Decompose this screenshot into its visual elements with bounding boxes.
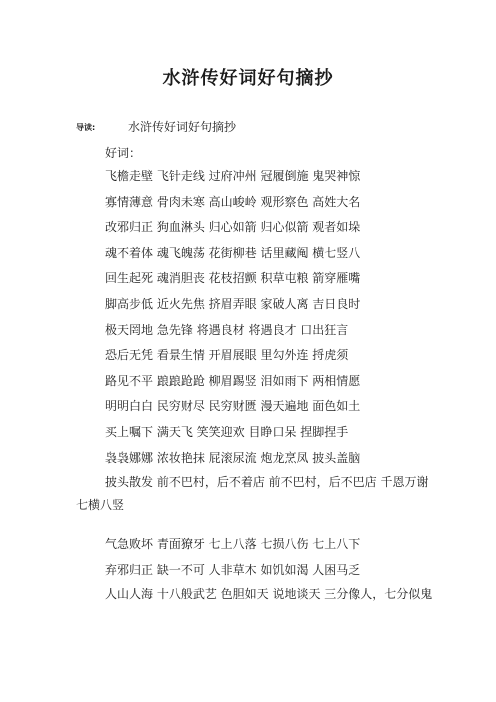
word-line: 脚高步低 近火先焦 挤眉弄眼 家破人离 吉日良时 [105, 297, 361, 311]
guide-label: 导读: [76, 123, 96, 132]
word-line: 路见不平 踉踉跄跄 柳眉踢竖 泪如雨下 两相情愿 [105, 374, 361, 388]
document-title: 水浒传好词好句摘抄 [162, 68, 334, 89]
word-line: 魂不着体 魂飞魄荡 花街柳巷 话里藏阄 横七竖八 [105, 246, 361, 260]
word-line: 披头散发 前不巴村，后不着店 前不巴村，后不巴店 千恩万谢 七横八竖 [76, 475, 429, 512]
word-line: 人山人海 十八般武艺 色胆如天 说地谈天 三分像人，七分似鬼 [105, 587, 433, 601]
word-line: 寡情薄意 骨肉未寒 高山峻岭 观形察色 高姓大名 [105, 195, 361, 209]
word-line: 买上嘱下 满天飞 笑笑迎欢 目睁口呆 捏脚捏手 [105, 425, 349, 439]
word-line: 回生起死 魂消胆丧 花枝招颤 积草屯粮 箭穿雁嘴 [105, 271, 361, 285]
word-line: 袅袅娜娜 浓妆艳抹 屁滚尿流 炮龙烹凤 披头盖脑 [105, 451, 361, 465]
word-line: 恐后无凭 看景生情 开眉展眼 里勾外连 捋虎须 [105, 348, 349, 362]
word-line: 明明白白 民穷财尽 民穷财匮 漫天遍地 面色如土 [105, 399, 361, 413]
word-line: 飞檐走壁 飞针走线 过府冲州 冠履倒施 鬼哭神惊 [105, 169, 361, 183]
word-line: 弃邪归正 缺一不可 人非草木 如饥如渴 人困马乏 [105, 563, 361, 577]
word-line: 气急败坏 青面獠牙 七上八落 七损八伤 七上八下 [105, 537, 361, 551]
word-line: 极天罔地 急先锋 将遇良材 将遇良才 口出狂言 [105, 323, 349, 337]
word-line: 改邪归正 狗血淋头 归心如箭 归心似箭 观者如垛 [105, 220, 361, 234]
guide-text: 水浒传好词好句摘抄 [128, 120, 237, 134]
good-words-label: 好词： [105, 146, 142, 160]
